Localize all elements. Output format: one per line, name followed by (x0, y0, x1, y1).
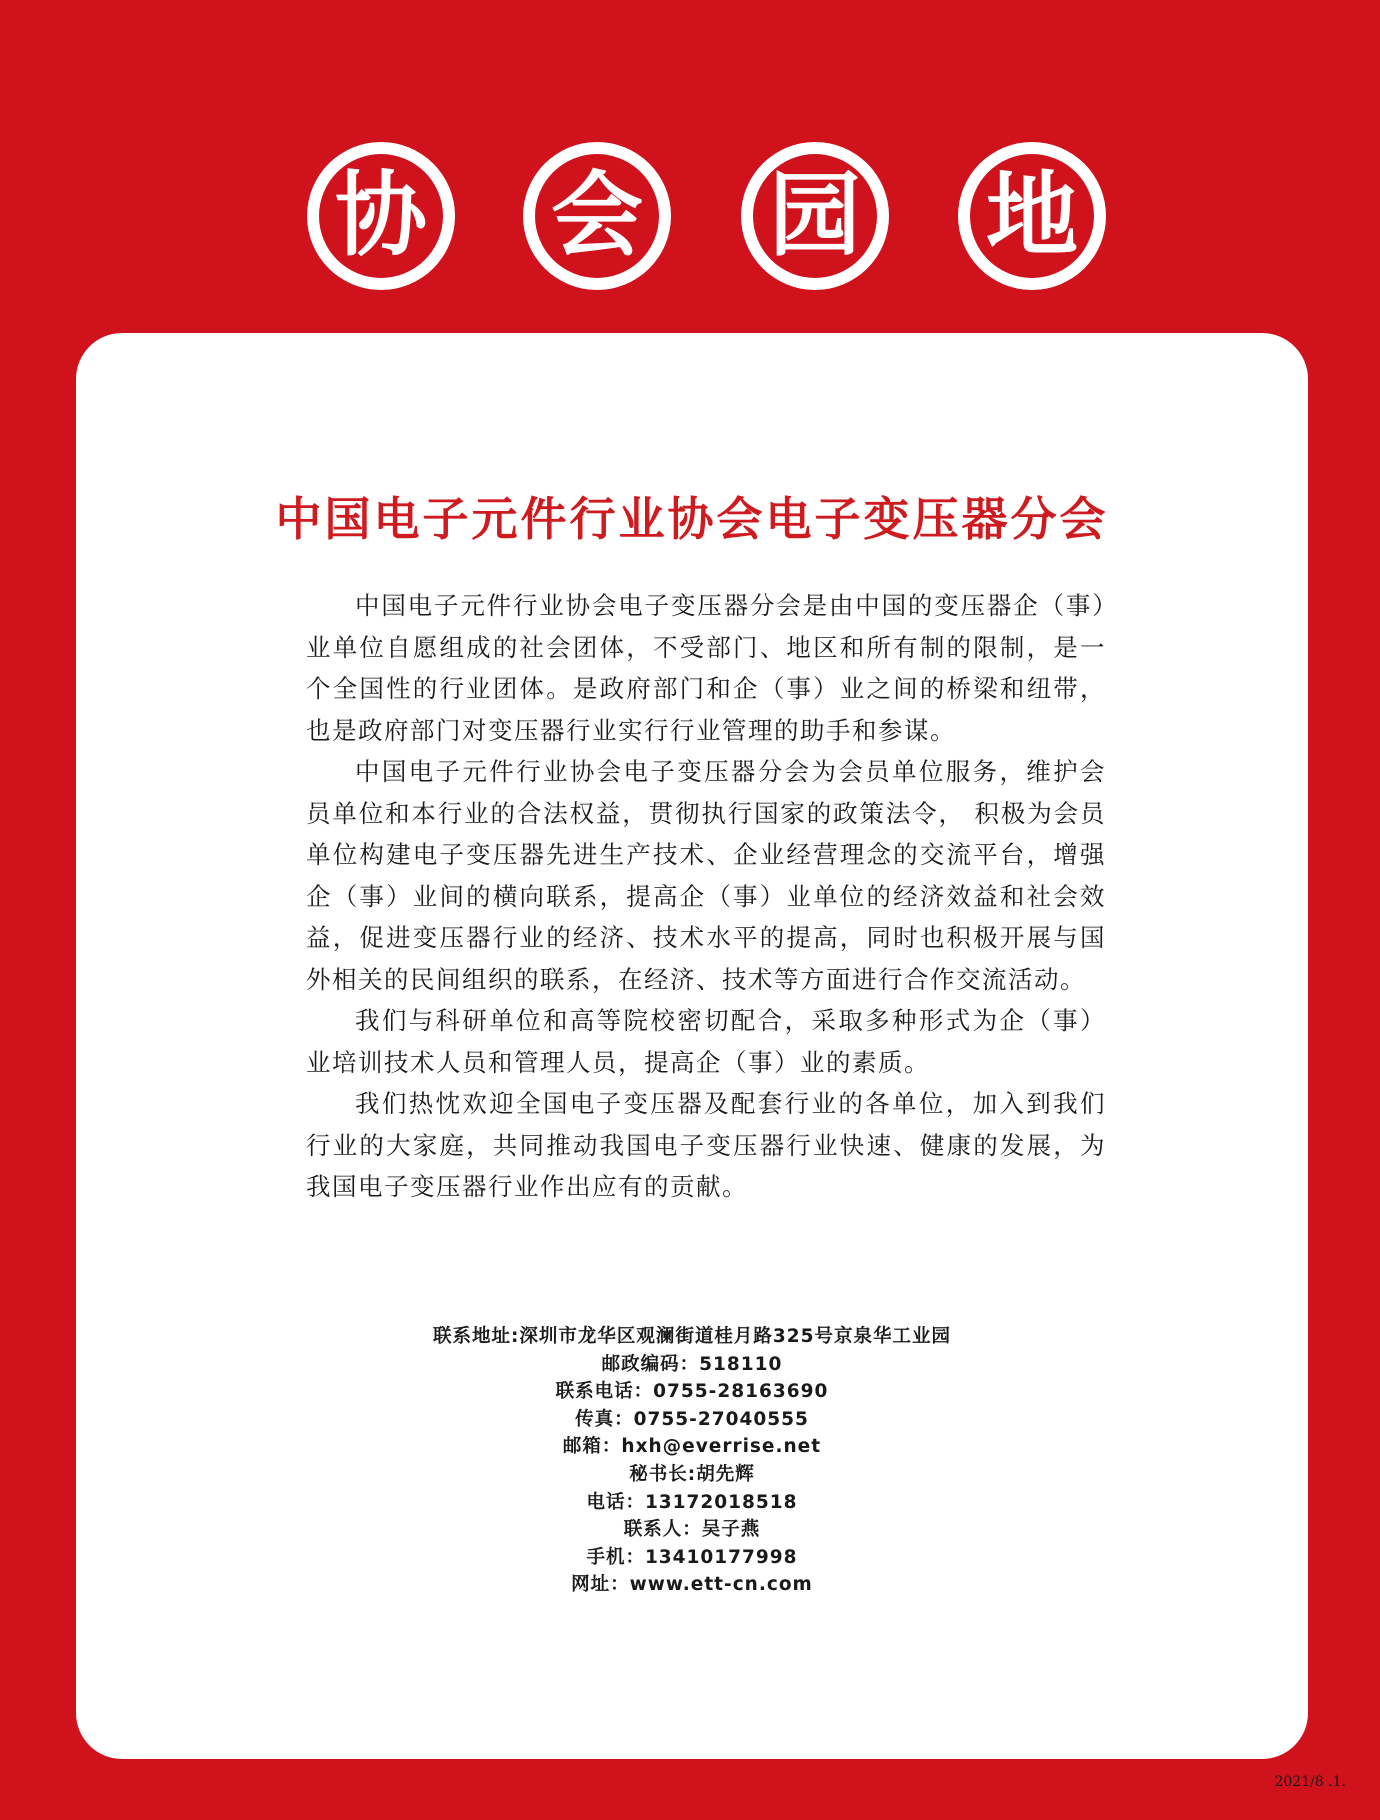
paragraph: 中国电子元件行业协会电子变压器分会是由中国的变压器企（事）业单位自愿组成的社会团体，不受部门、地区和所有制的限制，是一个全国性的行业团体。是政府部门和企（事）业之间的桥梁和纽带，也是政府部门对变压器行业实行行业管理的助手和参谋。 (306, 591, 1106, 745)
contact-mobile: 手机：13410177998 (586, 1546, 798, 1568)
paragraph: 我们与科研单位和高等院校密切配合，采取多种形式为企（事）业培训技术人员和管理人员，提高企（事）业的素质。 (306, 1006, 1106, 1077)
contact-website: 网址：www.ett-cn.com (571, 1574, 813, 1596)
contact-person: 联系人：吴子燕 (623, 1519, 761, 1541)
content-card (76, 333, 1308, 1759)
page-number: 2021/8 .1. (1274, 1774, 1346, 1790)
contact-phone: 联系电话：0755-28163690 (555, 1381, 829, 1403)
badge-di (958, 142, 1106, 290)
badge-char: 协 (334, 162, 427, 269)
contact-fax: 传真：0755-27040555 (575, 1408, 809, 1430)
badge-char: 园 (768, 162, 861, 269)
page-title: 中国电子元件行业协会电子变压器分会 (275, 492, 1109, 546)
body-text (306, 585, 1106, 1208)
contact-secretary-phone: 电话：13172018518 (586, 1491, 798, 1513)
badge-xie (307, 142, 455, 290)
paragraph: 中国电子元件行业协会电子变压器分会为会员单位服务，维护会员单位和本行业的合法权益，贯彻执行国家的政策法令， 积极为会员单位构建电子变压器先进生产技术、企业经营理念的交流平台，增强企（事）业间的横向联系，提高企（事）业单位的经济效益和社会效益，促进变压器行业的经济、技术水平的提高，同时也积极开展与国外相关的民间组织的联系，在经济、技术等方面进行合作交流活动。 (306, 757, 1106, 994)
contact-address: 联系地址:深圳市龙华区观澜街道桂月路325号京泉华工业园 (432, 1326, 952, 1347)
contact-secretary: 秘书长:胡先辉 (629, 1463, 755, 1485)
header-badges (0, 142, 1380, 292)
badge-char: 会 (550, 162, 643, 269)
contact-block (76, 1323, 1308, 1599)
badge-yuan (741, 142, 889, 290)
paragraph: 我们热忱欢迎全国电子变压器及配套行业的各单位，加入到我们行业的大家庭，共同推动我国电子变压器行业快速、健康的发展，为我国电子变压器行业作出应有的贡献。 (306, 1089, 1106, 1201)
badge-hui (523, 142, 671, 290)
contact-email: 邮箱：hxh@everrise.net (562, 1436, 822, 1458)
contact-postcode: 邮政编码：518110 (601, 1353, 783, 1375)
badge-char: 地 (985, 162, 1078, 269)
